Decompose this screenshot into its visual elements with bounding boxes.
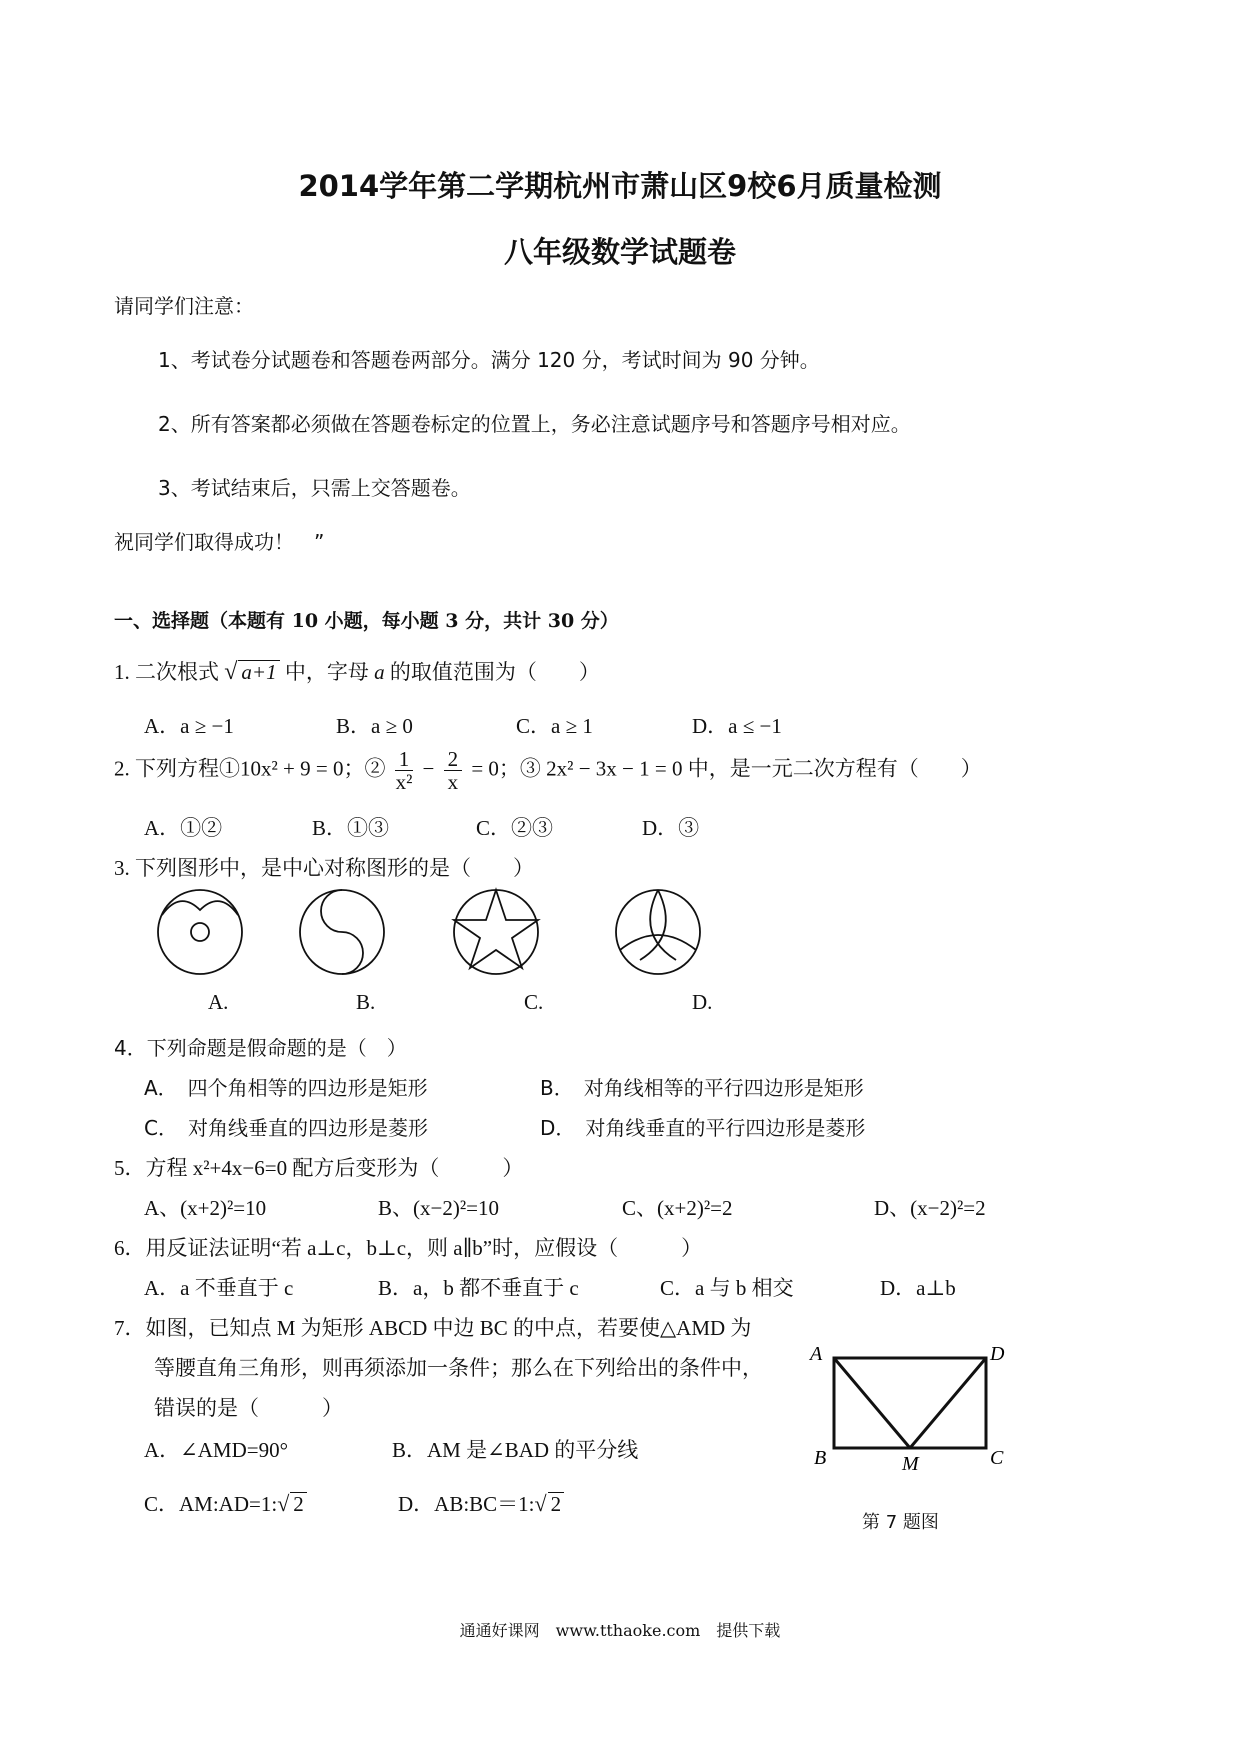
q7-option-c: C．AM:AD=1:√ 2 [144,1488,307,1518]
notice-item-2: 2、所有答案都必须做在答题卷标定的位置上，务必注意试题序号和答题序号相对应。 [158,412,911,436]
figure-d-icon [616,890,700,974]
page-subtitle: 八年级数学试题卷 [503,235,736,269]
q6-option-d: D．a⊥b [880,1276,956,1300]
q1-radicand: a+1 [241,660,277,684]
q5-option-b: B、(x−2)²=10 [378,1196,499,1220]
q4-option-b: B． 对角线相等的平行四边形是矩形 [540,1076,864,1100]
q7-figure [810,1340,1010,1480]
q1-pre: 1. 二次根式 [114,660,219,684]
q2-option-b: B．①③ [312,816,390,840]
q1-option-a: A．a ≥ −1 [144,714,234,738]
section-heading: 一、选择题（本题有 10 小题，每小题 3 分，共计 30 分） [114,610,619,632]
q7-option-b: B．AM 是∠BAD 的平分线 [392,1438,639,1462]
q1-option-b: B．a ≥ 0 [336,714,413,738]
page-footer: 通通好课网 www.tthaoke.com 提供下载 [459,1621,781,1640]
q2-option-a: A．①② [144,816,223,840]
fig-label-m: M [902,1453,919,1475]
fig-label-a: A [810,1343,823,1365]
q7-option-a: A．∠AMD=90° [144,1438,289,1462]
q1-var: a [374,660,385,684]
question-2 [114,748,982,793]
figure-a-icon [158,890,242,974]
fig-label-c: C [990,1447,1004,1469]
page-title: 2014学年第二学期杭州市萧山区9校6月质量检测 [298,169,942,203]
question-5: 5．方程 x²+4x−6=0 配方后变形为（ ） [114,1156,524,1180]
question-4: 4．下列命题是假命题的是（ ） [114,1036,407,1060]
notice-wish: 祝同学们取得成功！ ” [114,530,325,554]
q3-figures [140,880,740,990]
q5-option-d: D、(x−2)²=2 [874,1196,986,1220]
q6-option-a: A．a 不垂直于 c [144,1276,294,1300]
q3-label-d: D. [692,990,713,1014]
q7-figure-caption: 第 7 题图 [862,1512,939,1533]
question-1: 1. 二次根式 √ a+1 中，字母 a 的取值范围为（ ） [114,659,600,685]
question-6: 6．用反证法证明“若 a⊥c，b⊥c，则 a∥b”时，应假设（ ） [114,1236,703,1260]
question-7-line-1: 7．如图，已知点 M 为矩形 ABCD 中边 BC 的中点，若要使△AMD 为 [114,1316,752,1340]
q5-option-a: A、(x+2)²=10 [144,1196,267,1220]
q7-option-d: D．AB:BC＝1:√ 2 [398,1488,564,1518]
q3-label-b: B. [356,990,376,1014]
figure-c-icon [454,890,538,974]
q4-option-c: C． 对角线垂直的四边形是菱形 [144,1116,428,1140]
q1-post2: 的取值范围为（ ） [389,660,600,684]
fig-label-b: B [814,1447,827,1469]
q5-option-c: C、(x+2)²=2 [622,1196,733,1220]
q4-option-d: D． 对角线垂直的平行四边形是菱形 [540,1116,866,1140]
fig-label-d: D [990,1343,1005,1365]
question-7-line-2: 等腰直角三角形，则再须添加一条件；那么在下列给出的条件中， [154,1356,763,1380]
q1-option-d: D．a ≤ −1 [692,714,782,738]
q6-option-c: C．a 与 b 相交 [660,1276,794,1300]
notice-item-3: 3、考试结束后，只需上交答题卷。 [158,476,471,500]
question-7-line-3: 错误的是（ ） [154,1396,343,1420]
q2-option-d: D．③ [642,816,700,840]
q2-pre: 2. 下列方程①10x² + 9 = 0；② [114,756,386,781]
q2-fraction-2: $\frac{2}{x}$ [444,748,463,793]
notice-heading: 请同学们注意： [114,294,254,318]
q4-option-a: A． 四个角相等的四边形是矩形 [144,1076,428,1100]
q2-fraction-1: $\frac{1}{\text{x²}}$ [395,747,413,795]
q3-label-a: A. [208,990,229,1014]
q6-option-b: B．a，b 都不垂直于 c [378,1276,579,1300]
q1-post: 中，字母 [284,660,369,684]
q2-minus: − [422,756,435,781]
figure-b-icon [300,890,384,974]
q1-option-c: C．a ≥ 1 [516,714,593,738]
q2-option-c: C．②③ [476,816,554,840]
question-3: 3. 下列图形中，是中心对称图形的是（ ） [114,856,534,880]
notice-item-1: 1、考试卷分试题卷和答题卷两部分。满分 120 分，考试时间为 90 分钟。 [158,348,820,372]
q2-post: = 0；③ 2x² − 3x − 1 = 0 中，是一元二次方程有（ ） [471,756,982,781]
q3-label-c: C. [524,990,544,1014]
